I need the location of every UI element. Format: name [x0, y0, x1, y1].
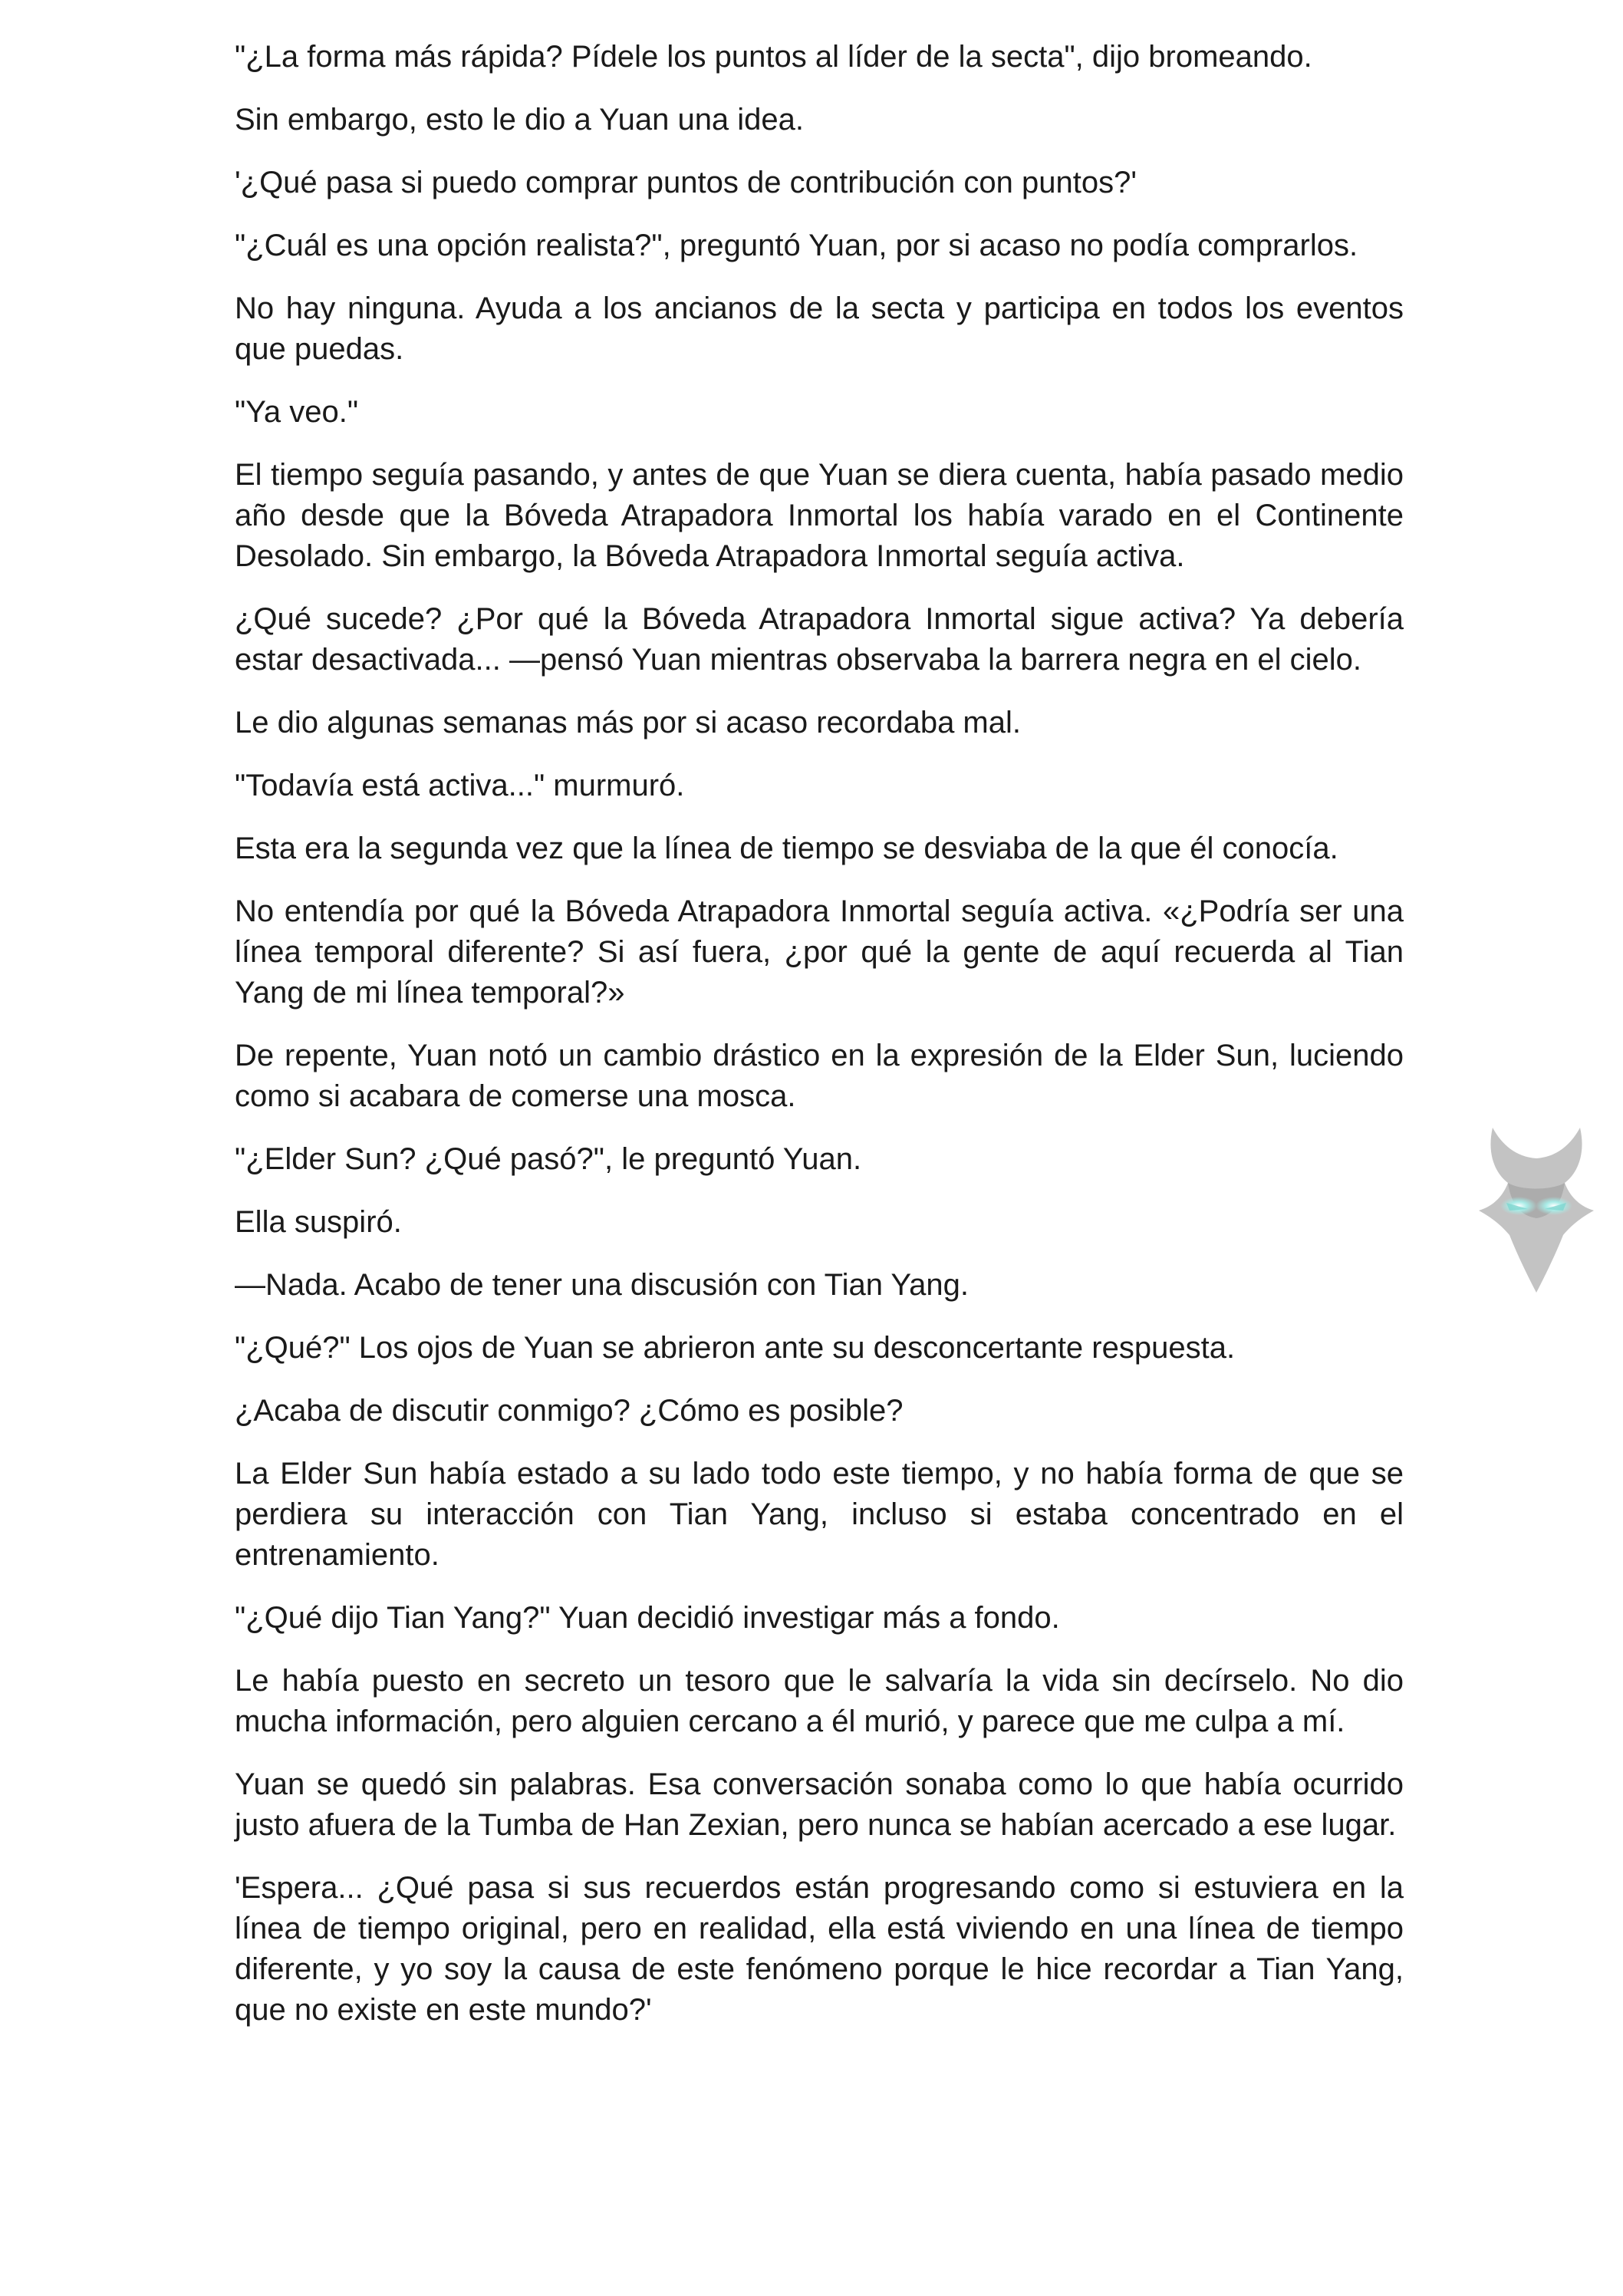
paragraph-15: Ella suspiró. — [235, 1205, 402, 1239]
paragraph-6: "Ya veo." — [235, 395, 359, 429]
paragraph-19: La Elder Sun había estado a su lado todo este tiempo, y no había forma de que se perdiera su interacción con Tian Yang, incluso si estaba concentrado en el entrenamiento. — [235, 1457, 1404, 1572]
paragraph-18: ¿Acaba de discutir conmigo? ¿Cómo es posible? — [235, 1394, 904, 1428]
paragraph-9: Le dio algunas semanas más por si acaso recordaba mal. — [235, 706, 1021, 740]
paragraph-21: Le había puesto en secreto un tesoro que le salvaría la vida sin decírselo. No dio mucha información, pero alguien cercano a él murió, y parece que me culpa a mí. — [235, 1664, 1404, 1738]
paragraph-12: No entendía por qué la Bóveda Atrapadora Inmortal seguía activa. «¿Podría ser una línea temporal diferente? Si así fuera, ¿por qué la gente de aquí recuerda al Tian Yang de mi línea temporal?» — [235, 894, 1404, 1010]
document-page — [235, 37, 1404, 2053]
right-eye-glow — [1536, 1197, 1572, 1215]
paragraph-17: "¿Qué?" Los ojos de Yuan se abrieron ante su desconcertante respuesta. — [235, 1331, 1236, 1365]
paragraph-13: De repente, Yuan notó un cambio drástico en la expresión de la Elder Sun, luciendo como si acabara de comerse una mosca. — [235, 1039, 1404, 1113]
paragraph-7: El tiempo seguía pasando, y antes de que Yuan se diera cuenta, había pasado medio año desde que la Bóveda Atrapadora Inmortal los había varado en el Continente Desolado. Sin embargo, la Bóveda Atrapadora Inmortal seguía activa. — [235, 458, 1404, 573]
paragraph-1: "¿La forma más rápida? Pídele los puntos al líder de la secta", dijo bromeando. — [235, 40, 1312, 74]
paragraph-3: '¿Qué pasa si puedo comprar puntos de contribución con puntos?' — [235, 166, 1137, 199]
paragraph-4: "¿Cuál es una opción realista?", preguntó Yuan, por si acaso no podía comprarlos. — [235, 229, 1358, 262]
paragraph-20: "¿Qué dijo Tian Yang?" Yuan decidió investigar más a fondo. — [235, 1601, 1060, 1635]
paragraph-14: "¿Elder Sun? ¿Qué pasó?", le preguntó Yuan. — [235, 1142, 862, 1176]
demon-head-icon — [1463, 1120, 1609, 1304]
paragraph-11: Esta era la segunda vez que la línea de tiempo se desviaba de la que él conocía. — [235, 832, 1338, 865]
paragraph-16: —Nada. Acabo de tener una discusión con Tian Yang. — [235, 1268, 969, 1302]
paragraph-2: Sin embargo, esto le dio a Yuan una idea. — [235, 103, 805, 137]
paragraph-23: 'Espera... ¿Qué pasa si sus recuerdos están progresando como si estuviera en la línea de tiempo original, pero en realidad, ella está viviendo en una línea de tiempo diferente, y yo soy la causa de este fenómeno porque le hice recordar a Tian Yang, que no existe en este mundo?' — [235, 1871, 1404, 2027]
paragraph-22: Yuan se quedó sin palabras. Esa conversación sonaba como lo que había ocurrido justo afuera de la Tumba de Han Zexian, pero nunca se habían acercado a ese lugar. — [235, 1767, 1404, 1842]
paragraph-8: ¿Qué sucede? ¿Por qué la Bóveda Atrapadora Inmortal sigue activa? Ya debería estar desactivada... —pensó Yuan mientras observaba la barrera negra en el cielo. — [235, 602, 1404, 677]
left-eye-glow — [1500, 1197, 1537, 1215]
paragraph-10: "Todavía está activa..." murmuró. — [235, 769, 685, 802]
paragraph-5: No hay ninguna. Ayuda a los ancianos de la secta y participa en todos los eventos que puedas. — [235, 292, 1404, 366]
